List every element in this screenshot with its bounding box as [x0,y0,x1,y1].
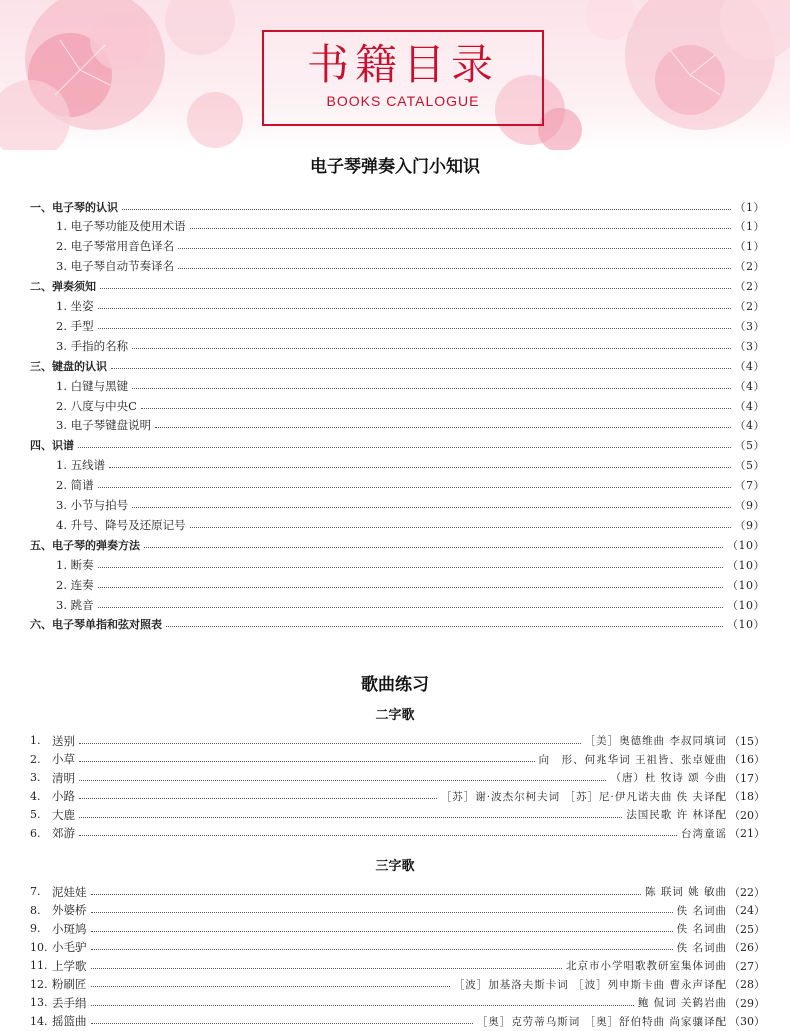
toc-chapter-title: 四、识谱 [30,439,74,453]
page-number: （7） [734,479,765,493]
song-row [30,938,765,957]
page-number: （2） [734,280,765,294]
page-number: （16） [729,753,765,766]
song-number: 10. [30,940,48,954]
song-row [30,956,765,975]
toc-chapter-title: 一、电子琴的认识 [30,200,118,214]
page-number: （9） [734,518,765,532]
page-number: （17） [729,771,765,785]
song-number: 11. [30,959,48,972]
song-number: 8. [30,903,41,917]
toc-row [30,496,765,515]
toc-row [30,356,765,375]
toc-entry-title: 3. 跳音 [56,597,94,612]
toc-entry-title: 4. 升号、降号及还原记号 [56,517,186,532]
page-number: （10） [727,598,765,612]
page-number: （20） [729,808,765,822]
toc-entry-title: 2. 电子琴常用音色译名 [56,239,175,254]
leader-dots [98,606,723,608]
song-title: 小路 [52,789,75,803]
toc-entry-title: 1. 五线谱 [56,458,106,473]
song-credit: 鲍 侃词 关鹤岩曲 [637,997,727,1009]
page-number: （10） [727,538,765,552]
leader-dots [91,893,641,895]
page-number: （25） [729,922,765,936]
leader-dots [91,985,450,987]
song-credit: ［美］奥德维曲 李叔同填词 [584,735,727,747]
page-number: （22） [729,885,765,899]
song-credit: 北京市小学唱歌教研室集体词曲 [566,960,727,972]
page-number: （4） [734,419,765,433]
songs-heading: 歌曲练习 [361,675,429,695]
toc-entry-title: 1. 断奏 [56,557,94,572]
leader-dots [79,834,677,836]
page-number: （3） [734,339,765,353]
song-credit: 向 形、何兆华词 王祖皆、张卓娅曲 [538,753,727,766]
leader-dots [79,797,437,799]
toc-row [30,217,765,236]
toc-row [30,575,765,594]
page-number: （27） [729,959,765,973]
page-number: （26） [729,941,765,954]
song-number: 4. [30,789,41,803]
song-number: 2. [30,752,41,766]
song-row [30,882,765,901]
toc-entry-title: 1. 白键与黑键 [56,378,129,393]
page-number: （9） [734,499,765,512]
toc-row [30,555,765,574]
page-number: （1） [734,240,765,254]
toc-row [30,416,765,435]
leader-dots [79,742,581,744]
toc-row [30,197,765,216]
song-number: 14. [30,1014,48,1028]
catalogue-title: 书籍目录 [306,40,499,89]
song-title: 小草 [52,752,75,766]
leader-dots [178,267,730,269]
page-number: （24） [729,904,765,917]
song-credit: 法国民歌 许 林译配 [626,809,727,821]
toc-row [30,316,765,335]
toc-entry-title: 2. 八度与中央C [56,398,137,413]
song-title: 泥娃娃 [52,884,87,899]
song-title: 清明 [52,770,75,785]
song-credit: ［奥］克劳蒂乌斯词 ［奥］舒伯特曲 尚家骧译配 [476,1015,727,1028]
toc-row [30,595,765,614]
song-credit: ［波］加基洛夫斯卡词 ［波］列申斯卡曲 曹永声译配 [453,978,727,991]
song-number: 13. [30,996,48,1009]
song-number: 7. [30,885,41,898]
song-title: 丢手绢 [52,995,87,1010]
leader-dots [91,911,673,913]
song-row [30,1012,765,1031]
toc-entry-title: 3. 电子琴键盘说明 [56,418,152,433]
page-number: （21） [729,827,765,840]
leader-dots [98,486,731,488]
toc-chapter-title: 五、电子琴的弹奏方法 [30,538,140,552]
page-number: （28） [729,978,765,991]
page-number: （1） [734,220,765,234]
page-number: （3） [734,319,765,333]
toc-row [30,515,765,534]
leader-dots [109,466,730,468]
group-heading-two-char: 二字歌 [375,708,415,723]
leader-dots [91,1022,473,1024]
page-number: （1） [734,200,765,214]
leader-dots [98,327,731,329]
song-credit: 陈 联词 姚 敏曲 [644,886,727,898]
page-number: （2） [734,260,765,274]
page-number: （10） [727,618,765,632]
song-title: 外婆桥 [52,903,87,917]
toc-row [30,535,765,554]
song-title: 粉刷匠 [52,977,87,991]
song-credit: ［苏］谢·波杰尔柯夫词 ［苏］尼·伊凡诺夫曲 佚 夫译配 [440,790,727,803]
leader-dots [190,526,731,528]
header-banner [0,0,790,150]
toc-row [30,297,765,316]
group-heading-three-char: 三字歌 [375,859,415,874]
leader-dots [91,930,673,932]
leader-dots [132,387,730,389]
toc-row [30,615,765,634]
toc-row [30,277,765,296]
song-credit: 佚 名词曲 [676,941,727,954]
page-number: （15） [729,734,765,748]
toc-row [30,237,765,256]
leader-dots [132,506,730,508]
song-title: 上学歌 [52,958,87,973]
leader-dots [178,247,730,249]
song-number: 5. [30,808,41,821]
song-row [30,731,765,750]
leader-dots [132,347,730,349]
song-row [30,787,765,806]
song-title: 摇篮曲 [52,1014,87,1028]
page-number: （5） [734,439,765,453]
leader-dots [111,367,731,369]
toc-row [30,436,765,455]
song-credit: （唐）杜 牧诗 颂 今曲 [610,772,727,784]
song-title: 送别 [52,733,75,748]
toc-row [30,336,765,355]
page-number: （4） [734,359,765,373]
toc-row [30,476,765,495]
song-row [30,750,765,769]
leader-dots [98,307,731,309]
song-row [30,805,765,824]
song-title: 郊游 [52,826,75,840]
leader-dots [79,816,622,818]
page-number: （29） [729,996,765,1010]
page-number: （18） [729,790,765,803]
catalogue-title-box [262,30,544,126]
leader-dots [91,967,563,969]
leader-dots [91,948,673,950]
page-number: （10） [727,558,765,572]
song-row [30,975,765,994]
page-number: （5） [734,459,765,473]
song-title: 大鹿 [52,807,75,822]
leader-dots [91,1004,634,1006]
toc-entry-title: 3. 电子琴自动节奏译名 [56,259,175,274]
song-row [30,993,765,1012]
basics-heading: 电子琴弹奏入门小知识 [310,157,480,177]
toc-entry-title: 1. 坐姿 [56,299,94,313]
toc-entry-title: 1. 电子琴功能及使用术语 [56,219,186,234]
toc-row [30,257,765,276]
leader-dots [155,426,730,428]
toc-entry-title: 3. 手指的名称 [56,338,129,353]
leader-dots [100,287,731,289]
catalogue-subtitle: BOOKS CATALOGUE [326,93,480,109]
leader-dots [190,227,731,229]
page-number: （4） [734,399,765,413]
toc-row [30,456,765,475]
leader-dots [79,779,606,781]
leader-dots [98,586,723,588]
leader-dots [122,208,731,210]
song-number: 6. [30,826,41,840]
song-credit: 台湾童谣 [681,827,727,840]
leader-dots [144,546,723,548]
song-title: 小斑鸠 [52,921,87,936]
song-number: 3. [30,771,41,784]
song-row [30,768,765,787]
song-number: 1. [30,734,41,747]
toc-chapter-title: 六、电子琴单指和弦对照表 [30,618,162,632]
song-row [30,901,765,920]
song-row [30,919,765,938]
song-number: 12. [30,977,48,991]
song-number: 9. [30,922,41,935]
toc-entry-title: 3. 小节与拍号 [56,498,129,512]
page-number: （4） [734,379,765,393]
page-number: （30） [729,1015,765,1028]
toc-entry-title: 2. 手型 [56,318,94,333]
toc-row [30,376,765,395]
leader-dots [141,407,731,409]
page-number: （10） [727,578,765,592]
song-credit: 佚 名词曲 [676,904,727,917]
leader-dots [78,446,731,448]
toc-entry-title: 2. 简谱 [56,478,94,493]
toc-row [30,396,765,415]
song-row [30,824,765,843]
leader-dots [98,566,723,568]
toc-chapter-title: 二、弹奏须知 [30,280,96,294]
leader-dots [166,625,723,627]
song-title: 小毛驴 [52,940,87,954]
page-number: （2） [734,300,765,313]
song-credit: 佚 名词曲 [676,923,727,935]
leader-dots [79,760,535,762]
toc-chapter-title: 三、键盘的认识 [30,359,107,373]
toc-entry-title: 2. 连奏 [56,577,94,592]
